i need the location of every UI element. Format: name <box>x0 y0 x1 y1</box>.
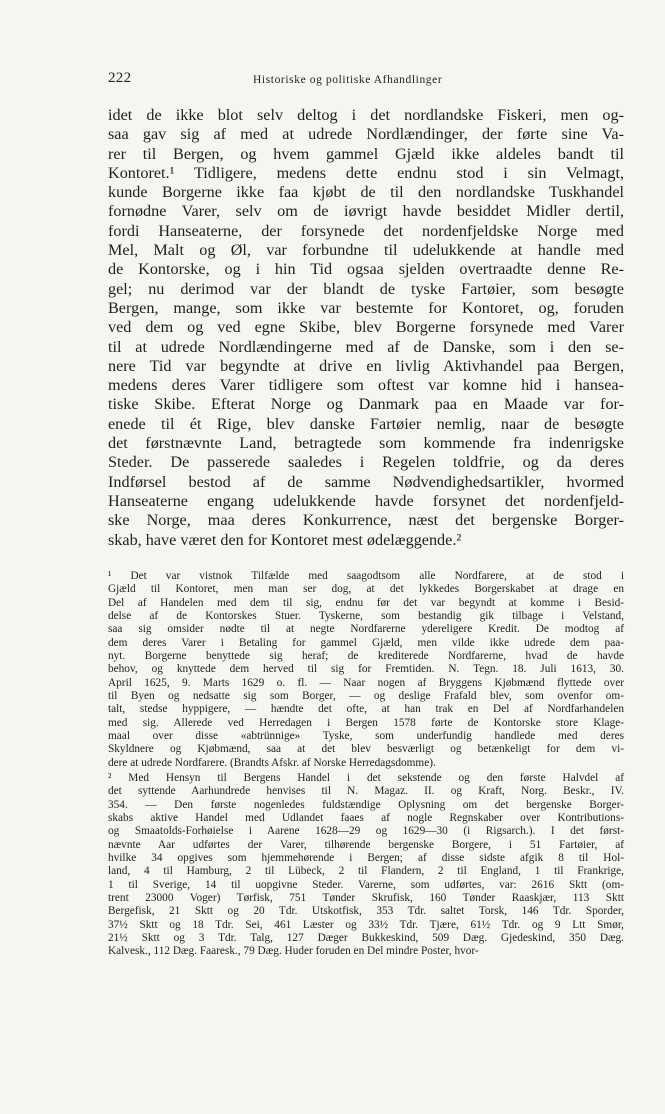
footnote-line: land, 4 til Hamburg, 2 til Lübeck, 2 til Flandern, 2 til England, 1 til Frankrige, <box>108 865 624 878</box>
footnote-line: nyt. Borgerne benyttede sig heraf; de krediterede Nordfarerne, hvad de havde <box>108 649 624 662</box>
footnote-line: til Byen og nedsatte sig som Borger, — og deslige Frafald blev, som ovenfor om- <box>108 689 624 702</box>
page <box>108 70 624 959</box>
footnote-line: dem deres Varer i Betaling for gammel Gjæld, men vilde ikke udrede dem paa- <box>108 636 624 649</box>
footnote-line: delse af de Kontorskes Stuer. Tyskerne, som bestandig gik tilbage i Velstand, <box>108 609 624 622</box>
body-line: det førstnævnte Land, betragtede som kommende fra indenrigske <box>108 434 624 453</box>
footnote-2 <box>108 772 624 959</box>
body-line: Kontoret.¹ Tidligere, medens dette endnu stod i sin Velmagt, <box>108 163 624 182</box>
footnote-line: Del af Handelen med dem til sig, endnu før det var begyndt at komme i Besid- <box>108 596 624 609</box>
footnote-line: skabs aktive Handel med Udlandet faaes af nogle Regnskaber over Kontributions- <box>108 812 624 825</box>
body-line: fornødne Varer, selv om de iøvrigt havde besiddet Midler dertil, <box>108 202 624 221</box>
body-line: Steder. De passerede saaledes i Regelen toldfrie, og da deres <box>108 453 624 472</box>
footnote-line: ² Med Hensyn til Bergens Handel i det sekstende og den første Halvdel af <box>108 771 624 784</box>
body-line: de Kontorske, og i hin Tid ogsaa sjelden overtraadte denne Re- <box>108 260 624 279</box>
body-line: Bergen, mange, som ikke var bestemte for Kontoret, og, foruden <box>108 298 624 317</box>
body-line: idet de ikke blot selv deltog i det nordlandske Fiskeri, men og- <box>108 106 624 124</box>
footnote-line: April 1625, 9. Marts 1629 o. fl. — Naar nogen af Bryggens Kjøbmænd flyttede over <box>108 676 624 689</box>
body-line: kunde Borgerne ikke faa kjøbt de til den nordlandske Tuskhandel <box>108 183 624 202</box>
footnote-line: og Smaatolds-Forhøielse i Aarene 1628—29 og 1629—30 (i Rigsarch.). I det først- <box>108 825 624 838</box>
body-line: til at udrede Nordlændingerne med af de Danske, som i den se- <box>108 337 624 356</box>
footnote-line: Kalvesk., 112 Dæg. Faaresk., 79 Dæg. Huder foruden en Del mindre Poster, hvor- <box>108 945 479 958</box>
body-line: Hanseaterne engang udelukkende havde forsynet det nordenfjeld- <box>108 491 624 510</box>
footnote-line: talt, stedse hyppigere, — hændte det ofte, at han trak en Del af Nordfarhandelen <box>108 703 624 716</box>
footnote-line: Bergefisk, 21 Sktt og 20 Tdr. Utskotfisk, 353 Tdr. saltet Torsk, 146 Tdr. Sporder, <box>108 905 624 918</box>
footnote-line: det syttende Aarhundrede henvises til N. Magaz. II. og Kraft, Norg. Beskr., IV. <box>108 785 624 798</box>
body-text <box>108 106 624 550</box>
footnote-line: ¹ Det var vistnok Tilfælde med saagodtsom alle Nordfarere, at de stod i <box>108 569 624 582</box>
body-line: ske Norge, maa deres Konkurrence, næst det bergenske Borger- <box>108 511 624 530</box>
footnote-line: 354. — Den første nogenledes fuldstændige Oplysning om det bergenske Borger- <box>108 798 624 811</box>
footnote-line: med sig. Allerede ved Herredagen i Bergen 1578 førte de Kontorske store Klage- <box>108 716 624 729</box>
body-line: fordi Hanseaterne, der forsynede det nordenfjeldske Norge med <box>108 221 624 240</box>
footnote-line: behov, og knyttede dem herved til sig for Fremtiden. N. Tegn. 18. Juli 1613, 30. <box>108 663 624 676</box>
body-line: Mel, Malt og Øl, var forbundne til udelukkende at handle med <box>108 241 624 260</box>
body-line: saa gav sig af med at udrede Nordlændinger, der førte sine Va- <box>108 125 624 144</box>
footnote-line: nævnte Aar udførtes der Varer, tilhørende bergenske Borgere, i 51 Fartøier, af <box>108 838 624 851</box>
body-line: nere Tid var begyndte at drive en livlig Aktivhandel paa Bergen, <box>108 356 624 375</box>
body-line: gel; nu derimod var der blandt de tyske Fartøier, som besøgte <box>108 279 624 298</box>
body-line: enede til ét Rige, blev danske Fartøier nemlig, naar de besøgte <box>108 414 624 433</box>
footnote-line: saa sig omsider nødte til at negte Nordfarerne ydereligere Kredit. De modtog af <box>108 623 624 636</box>
footnote-line: Gjæld til Kontoret, men man ser dog, at det lykkedes Borgerskabet at drage en <box>108 583 624 596</box>
footnotes <box>108 570 624 959</box>
body-line: medens deres Varer tidligere som oftest var komne hid i hansea- <box>108 376 624 395</box>
body-line: rer til Bergen, og hvem gammel Gjæld ikke aldeles bandt til <box>108 144 624 163</box>
page-number: 222 <box>108 70 132 86</box>
body-line: Indførsel bestod af de samme Nødvendighedsartikler, hvormed <box>108 472 624 491</box>
footnote-line: 1 til Sverige, 14 til uopgivne Steder. Varerne, som udførtes, var: 2616 Sktt (om- <box>108 878 624 891</box>
body-line: skab, have været den for Kontoret mest ødelæggende.² <box>108 530 462 549</box>
body-line: ved dem og ved egne Skibe, blev Borgerne forsynede med Varer <box>108 318 624 337</box>
body-line: tiske Skibe. Efterat Norge og Danmark paa en Maade var for- <box>108 395 624 414</box>
footnote-line: dere at udrede Nordfarere. (Brandts Afskr. af Norske Herredagsdomme). <box>108 756 436 769</box>
footnote-line: Skyldnere og Kjøbmænd, saa at det blev besværligt og betænkeligt for dem vi- <box>108 743 624 756</box>
footnote-line: 37½ Sktt og 18 Tdr. Sei, 461 Læster og 33½ Tdr. Tjære, 61½ Tdr. og 9 Ltt Smør, <box>108 918 624 931</box>
footnote-line: maal over disse «abtrünnige» Tyske, som underfundig handlede med deres <box>108 729 624 742</box>
footnote-line: trent 23000 Voger) Tørfisk, 751 Tønder Skrufisk, 160 Tønder Raaskjær, 113 Sktt <box>108 892 624 905</box>
running-head: Historiske og politiske Afhandlinger <box>253 74 443 86</box>
footnote-line: hvilke 34 opgives som hjemmehørende i Bergen; af disse sidste afgik 8 til Hol- <box>108 852 624 865</box>
footnote-line: 21½ Sktt og 3 Tdr. Talg, 127 Dæger Bukkeskind, 509 Dæg. Gjedeskind, 350 Dæg. <box>108 932 624 945</box>
footnote-1 <box>108 570 624 770</box>
page-header <box>108 70 624 96</box>
